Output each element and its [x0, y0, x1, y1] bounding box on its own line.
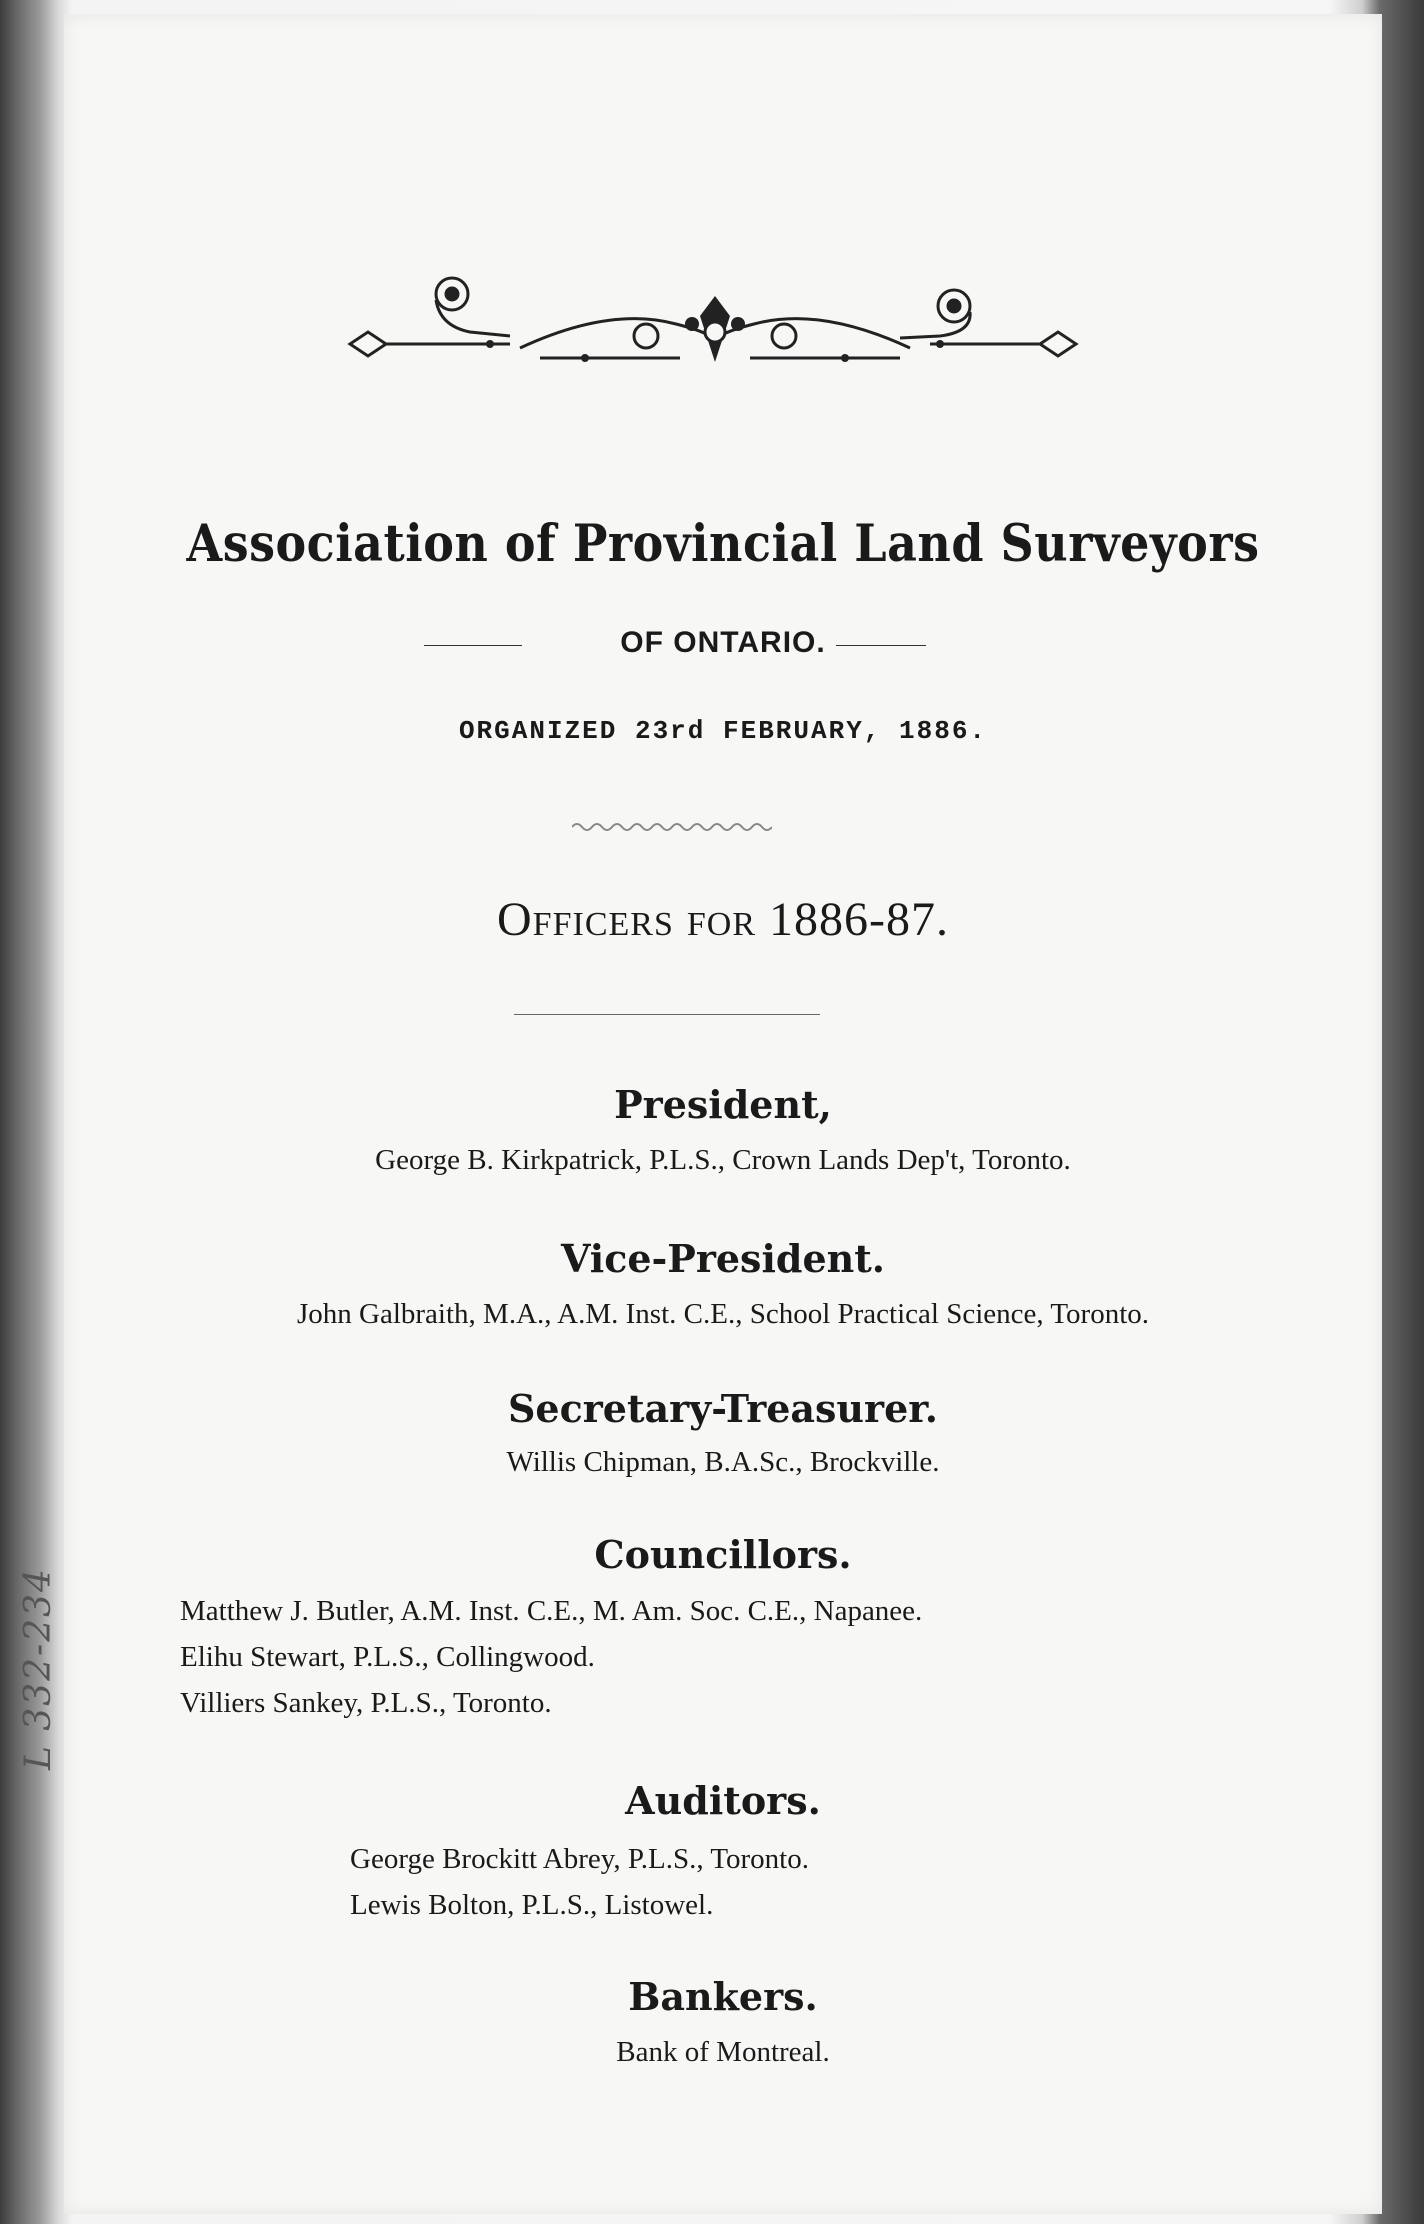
association-title: Association of Provincial Land Surveyors [186, 512, 1260, 574]
organized-date: ORGANIZED 23rd FEBRUARY, 1886. [458, 716, 988, 746]
auditors-list [350, 1836, 1150, 1928]
vice-president-heading: Vice-President. [560, 1236, 886, 1281]
councillor-name: Villiers Sankey, P.L.S., Toronto. [180, 1687, 552, 1719]
wavy-divider-icon [572, 820, 772, 834]
ornament-flourish-icon [340, 266, 1100, 376]
bankers-heading: Bankers. [628, 1974, 818, 2019]
auditors-heading: Auditors. [625, 1778, 821, 1823]
officers-heading-years: 1886-87. [769, 893, 949, 946]
officers-rule [514, 1014, 820, 1015]
handwritten-margin-note: L 332-234 [18, 1567, 59, 1770]
officers-heading [64, 892, 1382, 947]
subtitle-of-ontario: OF ONTARIO. [620, 626, 826, 659]
secretary-treasurer-name: Willis Chipman, B.A.Sc., Brockville. [506, 1446, 940, 1478]
president-heading: President, [614, 1082, 832, 1127]
subtitle-rule-right [836, 645, 926, 646]
councillors-list [180, 1588, 1280, 1726]
document-page [64, 14, 1382, 2214]
councillors-heading: Councillors. [594, 1532, 852, 1577]
secretary-treasurer-heading: Secretary-Treasurer. [507, 1386, 939, 1431]
officers-heading-prefix: Officers for [497, 893, 756, 946]
councillor-name: Matthew J. Butler, A.M. Inst. C.E., M. Am. Soc. C.E., Napanee. [180, 1595, 923, 1627]
councillor-name: Elihu Stewart, P.L.S., Collingwood. [180, 1641, 595, 1673]
president-name: George B. Kirkpatrick, P.L.S., Crown Lands Dep't, Toronto. [375, 1144, 1071, 1176]
auditor-name: Lewis Bolton, P.L.S., Listowel. [350, 1889, 714, 1921]
auditor-name: George Brockitt Abrey, P.L.S., Toronto. [350, 1843, 809, 1875]
bankers-name: Bank of Montreal. [616, 2036, 830, 2068]
vice-president-name: John Galbraith, M.A., A.M. Inst. C.E., School Practical Science, Toronto. [296, 1298, 1150, 1330]
